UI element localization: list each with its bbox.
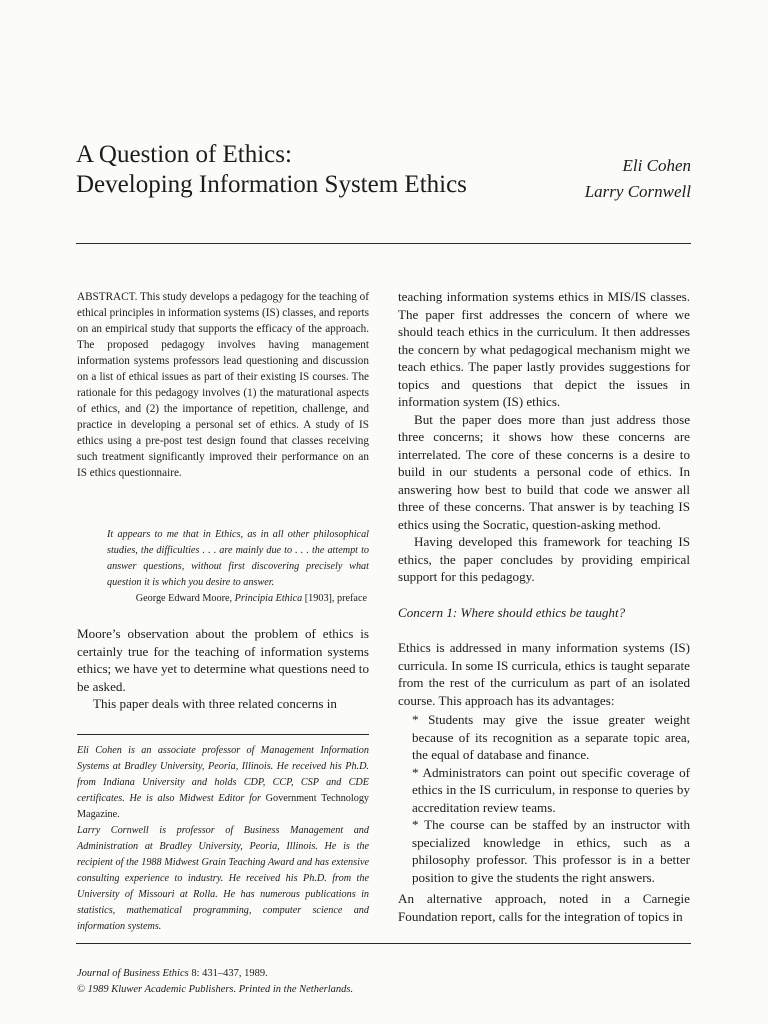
list-item: * Students may give the issue greater weight because of its recognition as a separate topic area, the equal of database and finance.	[412, 712, 690, 762]
author-1: Eli Cohen	[622, 156, 691, 175]
title-line-1: A Question of Ethics:	[76, 141, 292, 168]
right-paragraph-5: An alternative approach, noted in a Carnegie Foundation report, calls for the integration of topics in	[398, 891, 690, 924]
left-paragraph-2: This paper deals with three related concerns in	[93, 696, 337, 711]
journal-info	[77, 966, 353, 998]
copyright: © 1989 Kluwer Academic Publishers. Printed in the Netherlands.	[77, 984, 354, 995]
cornwell-note: Larry Cornwell is professor of Business Management and Administration at Bradley University, Peoria, Illinois. He is the recipient of the 1988 Midwest Grain Teaching Award and has extensive consulting experience to industry. He received his Ph.D. from the University of Missouri at Rolla. He has numerous publications in statistics, mathematical programming, computer science and information systems.	[77, 825, 369, 932]
abstract: ABSTRACT. This study develops a pedagogy for the teaching of ethical principles in information systems (IS) classes, and reports on an empirical study that supports the efficacy of the approach. The proposed pedagogy involves having management information systems professors lead questioning and discussion on a list of ethical issues as part of their existing IS courses. The rationale for this pedagogy involves (1) the maturational aspects of ethics, and (2) the importance of repetition, challenge, and practice in developing a personal set of ethics. A study of IS ethics using a pre-post test design found that classes receiving such treatment significantly improved their performance on an IS ethics questionnaire.	[77, 291, 369, 479]
journal-name: Journal of Business Ethics	[77, 968, 189, 979]
section-heading: Concern 1: Where should ethics be taught?	[398, 604, 626, 620]
cohen-note-magazine: Government Technology Magazine.	[77, 793, 370, 820]
left-body	[77, 625, 369, 713]
author-2: Larry Cornwell	[584, 182, 691, 201]
epigraph-work: Principia Ethica	[234, 593, 303, 604]
list-item: * The course can be staffed by an instructor with specialized knowledge in ethics, such as a philosophy professor. This professor is in a better position to give the students the right answers.	[412, 817, 690, 885]
journal-citation	[77, 966, 353, 982]
authors	[585, 153, 691, 205]
right-paragraph-2: But the paper does more than just address those three concerns; it shows how these concerns are interrelated. The core of these concerns is a desire to build in our students a personal code of ethics. In answering how best to build that code we answer all three of these concerns. That answer is by teaching IS ethics using the Socratic, question-asking method.	[398, 411, 690, 532]
list-item: * Administrators can point out specific coverage of ethics in the IS curriculum, in response to queries by accreditation review teams.	[412, 764, 690, 815]
epigraph	[107, 527, 369, 607]
advantages-list	[412, 711, 690, 886]
title-line-2: Developing Information System Ethics	[76, 171, 467, 198]
footer-rule	[76, 943, 691, 944]
right-column	[398, 288, 690, 925]
right-paragraph-3: Having developed this framework for teaching IS ethics, the paper concludes by providing empirical support for this pedagogy.	[398, 534, 690, 584]
epigraph-text: It appears to me that in Ethics, as in all other philosophical studies, the difficulties . . . are mainly due to . . . the attempt to answer questions, without first discovering precisely what question it is which you desire to answer.	[107, 529, 369, 588]
footnote-rule	[77, 734, 369, 735]
right-paragraph-4: Ethics is addressed in many information systems (IS) curricula. In some IS curricula, ethics is taught separate from the rest of the curriculum as part of an isolated course. This approach has its advantages:	[398, 640, 690, 708]
epigraph-author: George Edward Moore,	[135, 593, 233, 604]
epigraph-rest: [1903], preface	[304, 593, 367, 604]
epigraph-attribution	[107, 591, 367, 607]
cohen-note	[77, 743, 369, 823]
left-paragraph-1: Moore’s observation about the problem of ethics is certainly true for the teaching of information systems ethics; we have yet to determine what questions need to be asked.	[77, 626, 369, 694]
header-rule	[76, 243, 691, 244]
journal-ref: 8: 431–437, 1989.	[191, 968, 268, 979]
author-notes	[77, 743, 369, 935]
paper-title	[76, 140, 546, 200]
right-paragraph-1: teaching information systems ethics in MIS/IS classes. The paper first addresses the concern of where we should teach ethics in the curriculum. It then addresses the concern by what pedagogical mechanism might we teach ethics. The paper lastly provides suggestions for topics and questions that depict the issues in information system (IS) ethics.	[398, 289, 690, 409]
cohen-note-text: Eli Cohen is an associate professor of Management Information Systems at Bradley University, Peoria, Illinois. He received his Ph.D. from Indiana University and holds CDP, CCP, CSP and CDE certificates. He is also Midwest Editor for	[77, 745, 369, 804]
